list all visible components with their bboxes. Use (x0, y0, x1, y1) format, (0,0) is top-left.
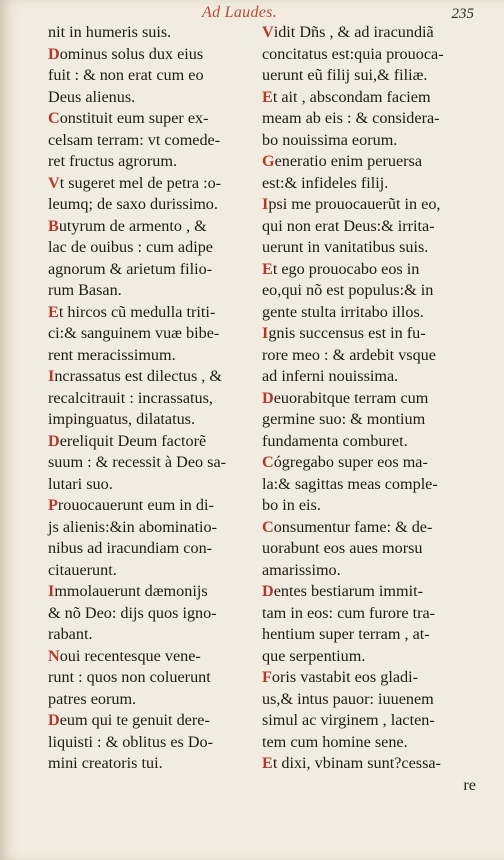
text-line (262, 732, 480, 754)
line-text: rore meo : & ardebit vsque (262, 345, 436, 364)
text-line (262, 517, 480, 539)
text-line (262, 538, 480, 560)
line-text: meam ab eis : & considera- (262, 109, 440, 127)
line-text: Deus alienus. (48, 87, 136, 106)
text-line (48, 216, 266, 238)
line-text: oris vastabit eos gladi- (271, 668, 418, 686)
text-line (262, 452, 480, 474)
rubricated-initial: C (262, 517, 274, 536)
line-text: gnis succensus est in fu- (268, 324, 426, 342)
text-line (48, 732, 266, 754)
text-line (262, 22, 480, 44)
text-line (48, 151, 266, 173)
line-text: t ait , abscondam faciem (272, 87, 431, 106)
rubricated-initial: E (262, 259, 273, 278)
line-text: concitatus est:quia prouoca- (262, 44, 444, 63)
text-line (48, 560, 266, 582)
text-line (48, 237, 266, 259)
text-line (262, 108, 480, 130)
text-line (262, 44, 480, 66)
rubricated-initial: D (48, 711, 60, 729)
text-line (262, 323, 480, 345)
line-text: est:& infideles filij. (262, 173, 389, 192)
line-text: ógregabo super eos ma- (273, 453, 428, 471)
line-text: bo nouissima eorum. (262, 130, 398, 149)
line-text: rum Basan. (48, 281, 122, 299)
text-line (48, 173, 266, 195)
rubricated-initial: D (48, 44, 60, 63)
line-text: entes bestiarum immit- (273, 582, 423, 600)
line-text: idit Dñs , & ad iracundiã (273, 23, 434, 41)
running-title: Ad Laudes. (202, 4, 277, 21)
text-line (48, 538, 266, 560)
text-line (48, 108, 266, 130)
line-text: lac de ouibus : cum adipe (48, 238, 213, 256)
text-line (262, 237, 480, 259)
text-line (48, 517, 266, 539)
rubricated-initial: D (262, 388, 274, 407)
line-text: oui recentesque vene- (59, 646, 201, 665)
line-text: gente stulta irritabo illos. (262, 302, 424, 321)
text-line (48, 65, 266, 87)
text-line (48, 388, 266, 410)
text-line (48, 495, 266, 517)
text-line (48, 87, 266, 109)
text-line (262, 194, 480, 216)
text-line (48, 366, 266, 388)
text-line (262, 603, 480, 625)
rubricated-initial: I (262, 195, 269, 213)
text-line (48, 646, 266, 668)
line-text: tam in eos: cum furore tra- (262, 603, 436, 622)
rubricated-initial: V (262, 23, 274, 41)
text-line (48, 667, 266, 689)
line-text: bo in eis. (262, 496, 321, 514)
line-text: mini creatoris tui. (48, 754, 163, 772)
catchword: re (463, 775, 476, 794)
text-line (262, 173, 480, 195)
text-line (48, 624, 266, 646)
text-line (262, 259, 480, 281)
text-line (262, 302, 480, 324)
line-text: t dixi, vbinam sunt?cessa- (272, 754, 441, 772)
line-text: ereliquit Deum factorẽ (59, 431, 207, 450)
rubricated-initial: E (262, 754, 273, 772)
line-text: leumq; de saxo durissimo. (48, 195, 218, 213)
line-text: citauerunt. (48, 560, 117, 579)
line-text: t sugeret mel de petra :o- (59, 173, 222, 192)
text-line (262, 495, 480, 517)
text-line (262, 753, 480, 775)
text-line (262, 388, 480, 410)
rubricated-initial: E (48, 302, 59, 321)
line-text: mmolauerunt dæmonijs (54, 582, 208, 600)
line-text: ci:& sanguinem vuæ bibe- (48, 324, 220, 342)
line-text: germine suo: & montium (262, 410, 426, 428)
rubricated-initial: I (262, 324, 269, 342)
line-text: amarissimo. (262, 560, 341, 579)
line-text: rouocauerunt eum in di- (57, 496, 214, 514)
line-text: hentium super terram , at- (262, 625, 430, 643)
text-line (262, 646, 480, 668)
text-line (262, 366, 480, 388)
rubricated-initial: B (48, 216, 59, 235)
line-text: recalcitrauit : incrassatus, (48, 388, 213, 407)
rubricated-initial: I (48, 582, 55, 600)
line-text: utyrum de armento , & (58, 216, 207, 235)
line-text: ncrassatus est dilectus , & (54, 367, 222, 385)
line-text: lutari suo. (48, 474, 113, 493)
text-line (262, 581, 480, 603)
line-text: us,& intus pauor: iuuenem (262, 689, 434, 708)
line-text: agnorum & arietum filio- (48, 259, 213, 278)
line-text: & nõ Deo: dijs quos igno- (48, 603, 217, 622)
text-line (48, 431, 266, 453)
text-line (262, 710, 480, 732)
line-text: uerunt eũ filij sui,& filiæ. (262, 66, 428, 84)
rubricated-initial: C (262, 453, 274, 471)
text-line (48, 710, 266, 732)
line-text: ad inferni nouissima. (262, 367, 399, 385)
text-line (48, 44, 266, 66)
line-text: ret fructus agrorum. (48, 152, 178, 170)
rubricated-initial: I (48, 367, 55, 385)
rubricated-initial: G (262, 152, 275, 170)
text-line (262, 624, 480, 646)
text-line (262, 280, 480, 302)
text-line (48, 581, 266, 603)
line-text: simul ac virginem , lacten- (262, 711, 435, 729)
line-text: onstituit eum super ex- (59, 109, 209, 127)
text-line (262, 87, 480, 109)
rubricated-initial: E (262, 87, 273, 106)
text-line (48, 452, 266, 474)
text-line (262, 151, 480, 173)
rubricated-initial: V (48, 173, 60, 192)
line-text: eneratio enim peruersa (274, 152, 423, 170)
rubricated-initial: C (48, 109, 60, 127)
text-line (48, 194, 269, 216)
rubricated-initial: P (48, 496, 58, 514)
line-text: euorabitque terram cum (273, 388, 429, 407)
line-text: qui non erat Deus:& irrita- (262, 216, 435, 235)
line-text: eum qui te genuit dere- (59, 711, 210, 729)
text-line (48, 603, 266, 625)
line-text: nibus ad iracundiam con- (48, 539, 213, 557)
line-text: runt : quos non coluerunt (48, 668, 211, 686)
text-line (262, 667, 480, 689)
left-text-column (48, 22, 269, 775)
text-line (48, 130, 266, 152)
line-text: patres eorum. (48, 689, 137, 708)
text-line (262, 345, 480, 367)
line-text: t hircos cũ medulla triti- (58, 302, 216, 321)
rubricated-initial: F (262, 668, 272, 686)
line-text: fuit : & non erat cum eo (48, 66, 204, 84)
line-text: js alienis:&in abominatio- (48, 517, 218, 536)
text-line (262, 65, 480, 87)
rubricated-initial: N (48, 646, 60, 665)
rubricated-initial: D (262, 582, 274, 600)
line-text: ominus solus dux eius (59, 44, 204, 63)
page-header (0, 2, 504, 24)
line-text: tem cum homine sene. (262, 732, 408, 751)
text-line (262, 130, 480, 152)
text-line (262, 409, 480, 431)
right-text-column (262, 22, 480, 796)
text-line (262, 560, 480, 582)
line-text: rabant. (48, 625, 93, 643)
text-line (48, 345, 266, 367)
line-text: nit in humeris suis. (48, 23, 172, 41)
line-text: celsam terram: vt comede- (48, 130, 221, 149)
rubricated-initial: D (48, 431, 60, 450)
page-number: 235 (451, 6, 474, 22)
line-text: que serpentium. (262, 646, 366, 665)
text-line (262, 216, 480, 238)
line-text: psi me prouocauerũt in eo, (268, 195, 441, 213)
text-line (48, 302, 266, 324)
line-text: liquisti : & oblitus es Do- (48, 732, 214, 751)
line-text: impinguatus, dilatatus. (48, 410, 196, 428)
line-text: la:& sagittas meas comple- (262, 474, 438, 493)
text-line (48, 323, 269, 345)
text-line (48, 280, 266, 302)
line-text: uorabunt eos aues morsu (262, 539, 423, 557)
text-line (262, 474, 480, 496)
line-text: eo,qui nõ est populus:& in (262, 281, 434, 299)
line-text: rent meracissimum. (48, 345, 176, 364)
text-line (48, 753, 266, 775)
text-line (48, 409, 266, 431)
text-line (262, 431, 480, 453)
text-line (48, 259, 266, 281)
line-text: t ego prouocabo eos in (272, 259, 420, 278)
text-line (48, 689, 266, 711)
text-line (48, 474, 266, 496)
line-text: onsumentur fame: & de- (273, 517, 433, 536)
line-text: fundamenta comburet. (262, 431, 408, 450)
text-line (262, 689, 480, 711)
line-text: uerunt in vanitatibus suis. (262, 238, 429, 256)
text-line (48, 22, 266, 44)
line-text: suum : & recessit à Deo sa- (48, 453, 227, 471)
